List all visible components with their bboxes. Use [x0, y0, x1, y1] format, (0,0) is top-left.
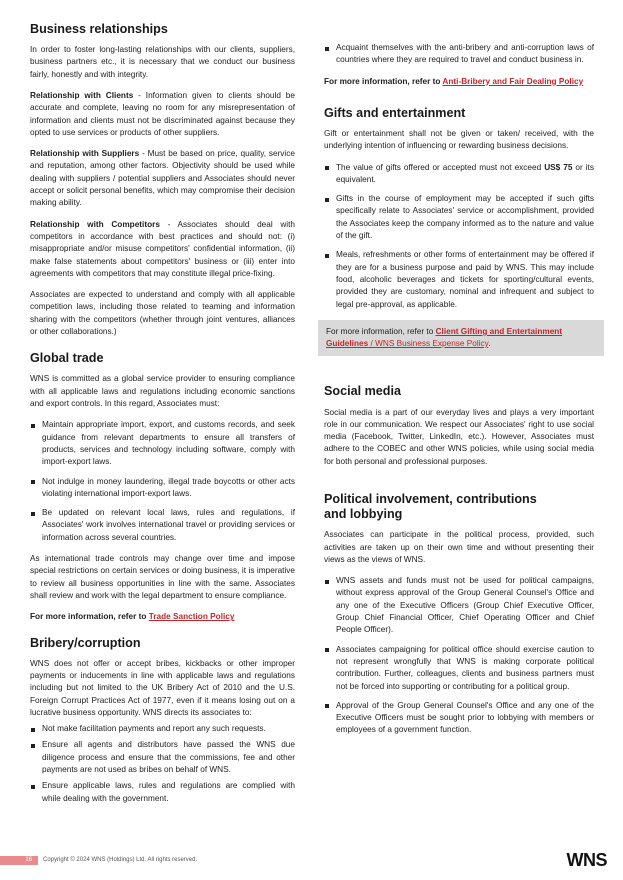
political-intro: Associates can participate in the political process, provided, such activities are taken up on their own time and without presenting their views as the views of WNS.	[324, 530, 594, 564]
competitors-text: - Associates should deal with competitors in accordance with best practices and should not: (i) misappropriate and/or misuse competitors' confidential information, (ii) make false statements about competitors' business or (iii) enter into agreements with competitors that may constitute illegal price-fixing.	[30, 219, 295, 278]
gifts-reference-prefix: For more information, refer to	[326, 326, 436, 336]
gifts-item-suffix: or its equivalent.	[336, 162, 594, 184]
political-heading-line1: Political involvement, contributions	[324, 492, 537, 507]
list-item: Not indulge in money laundering, illegal trade boycotts or other acts violating international import-export laws.	[30, 476, 295, 501]
bribery-list	[30, 723, 295, 805]
political-heading-line2: and lobbying	[324, 507, 403, 522]
social-media-text: Social media is a part of our everyday lives and plays a very important role in our communication. We respect our Associates' right to use social media (Facebook, Twitter, LinkedIn, etc.). However, Associates must adhere to the COBEC and other WNS policies, while using social media for both personal and professional purposes.	[324, 407, 594, 466]
list-item: Gifts in the course of employment may be accepted if such gifts specifically relate to Associates' service or accomplishment, provided the Associates keep the company informed as to the nature and value of the gift.	[324, 193, 594, 242]
right-column	[324, 42, 594, 746]
gifts-list	[324, 162, 594, 311]
list-item: Ensure all agents and distributors have passed the WNS due diligence process and ensure that the commissions, fee and other payments are not used as bribes on behalf of WNS.	[30, 739, 295, 776]
list-item: WNS assets and funds must not be used for political campaigns, without express approval of the Group General Counsel's Office and any one of the Executive Officers (Group Chief Executive Officer, Group Chief Financial Officer, Chief Operating Officer and Chief People Officer).	[324, 575, 594, 636]
list-item: Associates campaigning for political office should exercise caution to not represent wrongfully that WNS is making corporate political contribution. Further, colleagues, clients and business partners must not be forced into supporting or contributing for a political group.	[324, 644, 594, 693]
gifts-item-prefix: The value of gifts offered or accepted must not exceed	[336, 162, 545, 172]
list-item: Acquaint themselves with the anti-bribery and anti-corruption laws of countries where they are required to travel and conduct business in.	[324, 42, 594, 67]
political-heading	[324, 492, 594, 522]
global-trade-heading: Global trade	[30, 351, 104, 366]
competitors-label: Relationship with Competitors	[30, 219, 160, 229]
global-trade-list	[30, 419, 295, 544]
competition-laws-paragraph: Associates are expected to understand and comply with all applicable competition laws, including those related to teaming and information sharing with the competitors (whether through joint ventures, alliances or other collaborations.)	[30, 290, 295, 337]
global-trade-intro: WNS is committed as a global service provider to ensuring compliance with all applicable laws and regulations including economic sanctions and export controls. In this regard, Associates must:	[30, 374, 295, 409]
page-footer	[0, 852, 623, 870]
gifts-heading: Gifts and entertainment	[324, 105, 466, 120]
list-item: Ensure applicable laws, rules and regulations are complied with while dealing with the government.	[30, 780, 295, 805]
copyright-text: Copyright © 2024 WNS (Holdings) Ltd. All rights reserved.	[43, 857, 198, 863]
suppliers-label: Relationship with Suppliers	[30, 149, 140, 159]
social-media-heading: Social media	[324, 384, 401, 399]
global-trade-closing: As international trade controls may change over time and impose special restrictions on certain services or doing business, it is imperative to review all business opportunities in line with the same. Associates shall review and work with the legal department to ensure compliance.	[30, 554, 295, 600]
anti-bribery-policy-link[interactable]: Anti-Bribery and Fair Dealing Policy	[442, 76, 584, 86]
clients-label: Relationship with Clients	[30, 91, 134, 100]
list-item: Meals, refreshments or other forms of entertainment may be offered if they are for a business purpose and paid by WNS. This may include food, alcoholic beverages and tickets for sporting/cultural events, provided they are customary, nominal and infrequent and subject to legal pre-approval, as applicable.	[324, 249, 594, 310]
gifts-limit-value: US$ 75	[544, 162, 573, 172]
trade-reference-prefix: For more information, refer to	[30, 612, 149, 622]
list-item	[324, 162, 594, 187]
bribery-reference-prefix: For more information, refer to	[324, 76, 443, 86]
competitors-paragraph	[30, 219, 295, 280]
clients-paragraph	[30, 90, 295, 139]
suppliers-paragraph	[30, 148, 295, 209]
bribery-heading: Bribery/corruption	[30, 635, 141, 650]
wns-logo: WNS	[566, 850, 607, 870]
left-column	[30, 22, 295, 814]
link-separator: /	[368, 339, 376, 349]
business-relationships-heading: Business relationships	[30, 22, 168, 36]
trade-reference	[30, 611, 295, 623]
bribery-reference	[324, 76, 594, 88]
gifts-reference-box	[318, 320, 604, 357]
list-item: Approval of the Group General Counsel's Office and any one of the Executive Officers must be sought prior to lobbying with members or employees of a government function.	[324, 700, 594, 737]
gifts-reference-end: .	[488, 339, 491, 349]
gifts-intro: Gift or entertainment shall not be given or taken/ received, with the underlying intention of influencing or rewarding business decisions.	[324, 129, 594, 151]
list-item: Be updated on relevant local laws, rules and regulations, if Associates' work involves international travel or providing services or information across several countries.	[30, 507, 295, 544]
bribery-list-continued	[324, 42, 594, 67]
business-expense-policy-link[interactable]: WNS Business Expense Policy	[375, 339, 489, 349]
list-item: Not make facilitation payments and report any such requests.	[30, 723, 295, 735]
list-item: Maintain appropriate import, export, and customs records, and seek guidance from relevant departments to ensure all transfers of products, services and technology including software, comply with import-export laws.	[30, 419, 295, 468]
political-list	[324, 575, 594, 737]
page-number: 16	[25, 857, 32, 863]
suppliers-text: - Must be based on price, quality, service and reputation, among other factors. Objectivity should be used while dealing with suppliers / potential suppliers and Associates should never accept or solicit personal benefits, which may compromise their decision making ability.	[30, 149, 295, 208]
business-relationships-intro: In order to foster long-lasting relationships with our clients, suppliers, business partners etc., it is necessary that we conduct our business fairly, honestly and with integrity.	[30, 45, 295, 79]
clients-text: - Information given to clients should be accurate and complete, leaving no room for any misrepresentation of information and clients must not be discriminated against because they opted to use services or products of other suppliers.	[30, 91, 295, 137]
page-number-tab	[0, 856, 38, 865]
bribery-intro: WNS does not offer or accept bribes, kickbacks or other improper payments or inducements in line with applicable laws and regulations including but not limited to the UK Bribery Act of 2010 and the U.S. Foreign Corrupt Practices Act of 1977, even if it means losing out on a lucrative business opportunity. WNS directs its associates to:	[30, 658, 295, 717]
trade-sanction-policy-link[interactable]: Trade Sanction Policy	[148, 612, 235, 622]
client-gifting-guidelines-link[interactable]: Client Gifting and Entertainment Guidelines	[326, 326, 563, 349]
